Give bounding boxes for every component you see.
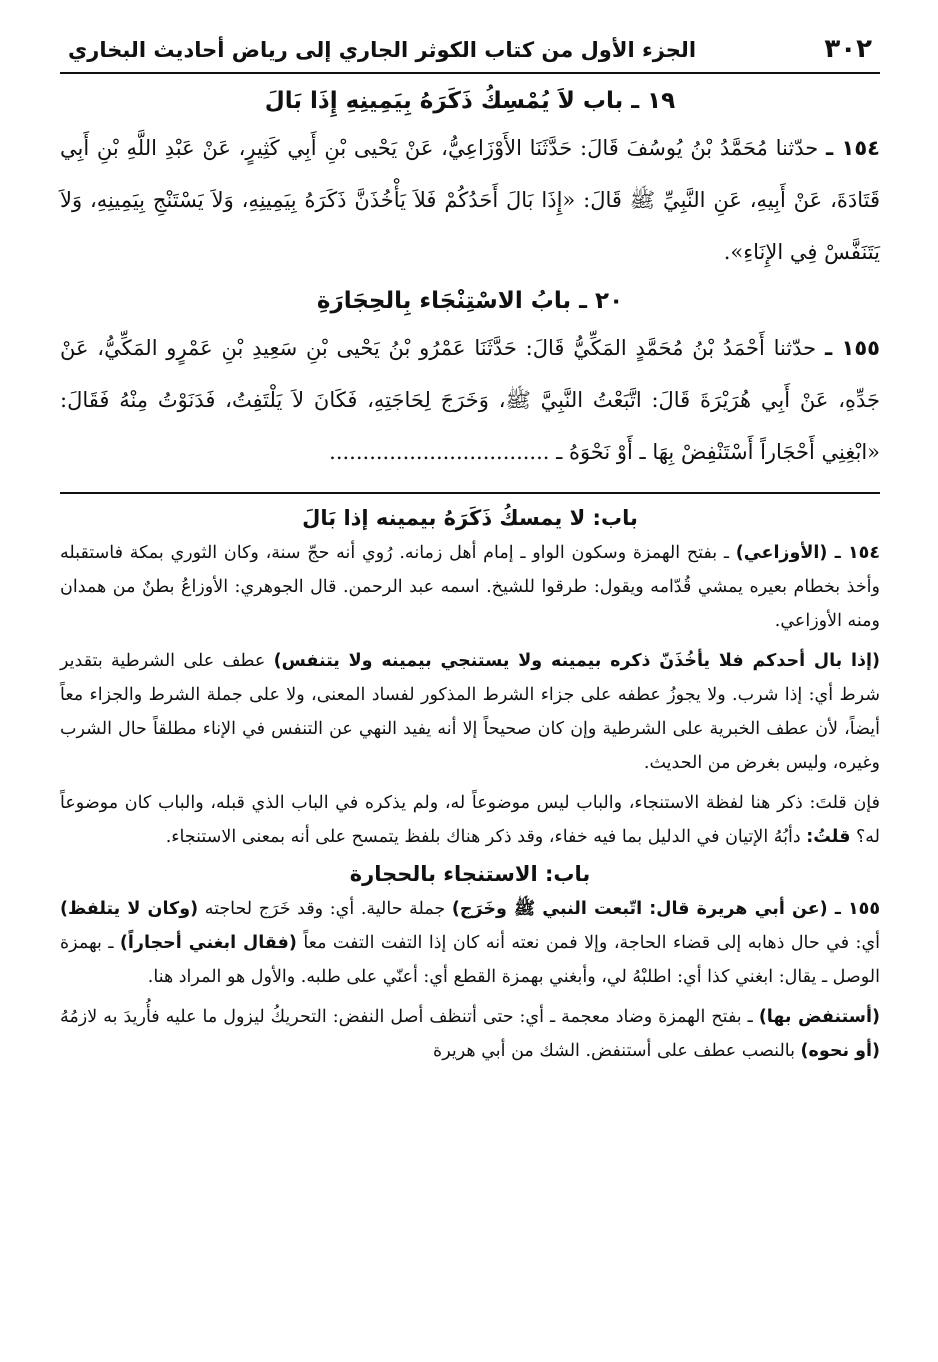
- hadith-154: [60, 122, 880, 278]
- commentary-1-title: باب: لا يمسكُ ذَكَرَهُ بيمينه إذا بَالَ: [302, 506, 638, 530]
- commentary-lemma: ١٥٥ ـ (عن أبي هريرة قال: اتّبعت النبي ﷺ وخَرَج): [451, 899, 880, 919]
- commentary-text: ـ بفتح الهمزة وضاد معجمة ـ أي: حتى أتنظف أصل النفض: التحريكُ ليزول ما عليه فأُريدَ به لازمُهُ: [60, 1007, 759, 1027]
- commentary-text: بالنصب عطف على أستنفض. الشك من أبي هريرة: [433, 1041, 801, 1061]
- hadith-154-text: حدّثنا مُحَمَّدُ بْنُ يُوسُفَ قَالَ: حَدَّثَنَا الأَوْزَاعِيُّ، عَنْ يَحْيى بْنِ أَبِي كَثِيرٍ، عَنْ عَبْدِ اللَّهِ بْنِ أَبِي قَتَادَةَ، عَنْ أَبِيهِ، عَنِ النَّبِيِّ ﷺ قَالَ: «إِذَا بَالَ أَحَدُكُمْ فَلاَ يَأْخُذَنَّ ذَكَرَهُ بِيَمِينِهِ، وَلاَ يَسْتَنْجِ بِيَمِينِهِ، وَلاَ يَتَنَفَّسْ فِي الإِنَاءِ».: [60, 136, 880, 264]
- page-number: ٣٠٢: [824, 34, 872, 64]
- running-title: الجزء الأول من كتاب الكوثر الجاري إلى رياض أحاديث البخاري: [68, 38, 697, 62]
- commentary-paragraph: [60, 536, 880, 638]
- commentary-text: ـ بهمزة الوصل ـ يقال: ابغني كذا أي: اطلبْهُ لي، وأبغني بهمزة القطع أي: أعنّي على طلبه. والأول هو المراد هنا.: [60, 933, 880, 987]
- commentary-2-title: باب: الاستنجاء بالحجارة: [349, 862, 591, 886]
- hadith-155-number: ١٥٥ ـ: [824, 336, 880, 360]
- commentary-paragraph: [60, 1000, 880, 1068]
- commentary-paragraph: [60, 786, 880, 854]
- commentary-lemma: ١٥٤ ـ (الأوزاعي): [735, 543, 880, 563]
- matn-section: [60, 88, 880, 478]
- commentary-lemma: (إذا بال أحدكم فلا يأخُذَنّ ذكره بيمينه ولا يستنجي بيمينه ولا يتنفس): [273, 651, 880, 671]
- commentary-text: جملة حالية. أي: وقد خَرَج لحاجته: [198, 899, 452, 919]
- commentary-text: عطف على الشرطية بتقدير شرط أي: إذا شرب. ولا يجوزُ عطفه على جزاء الشرط المذكور لفساد المعنى، ولا على جملة الشرط والجزاء معاً أيضاً، لأن عطف الخبرية على الشرطية وإن كان صحيحاً إلا أنه يفيد النهي عن التنفس في الإناء مطلقاً حال الشرب وغيره، وليس بغرض من الحديث.: [60, 651, 880, 773]
- hadith-155-text: حدّثنا أَحْمَدُ بْنُ مُحَمَّدٍ المَكِّيُّ قَالَ: حَدَّثَنَا عَمْرُو بْنُ يَحْيى بْنِ سَعِيدِ بْنِ عَمْرٍو المَكِّيُّ، عَنْ جَدِّهِ، عَنْ أَبِي هُرَيْرَةَ قَالَ: اتَّبَعْتُ النَّبِيَّ ﷺ، وَخَرَجَ لِحَاجَتِهِ، فَكَانَ لاَ يَلْتَفِتُ، فَدَنَوْتُ مِنْهُ فَقَالَ: «ابْغِنِي أَحْجَاراً أَسْتَنْفِضْ بِهَا ـ أَوْ نَحْوَهُ ـ .................................: [60, 336, 880, 464]
- commentary-lemma: قلتُ:: [806, 827, 851, 847]
- page-header: [60, 30, 880, 74]
- commentary-text: أي: في حال ذهابه إلى قضاء الحاجة، وإلا فمن نعته أنه كان إذا التفت التفت معاً: [296, 933, 881, 953]
- chapter-20-title: ٢٠ ـ بابُ الاسْتِنْجَاء بِالحِجَارَةِ: [316, 288, 624, 314]
- hadith-155: [60, 322, 880, 478]
- commentary-paragraph: [60, 644, 880, 780]
- commentary-lemma: (أو نحوه): [800, 1041, 880, 1061]
- commentary-lemma: (فقال ابغني أحجاراً): [119, 933, 297, 953]
- commentary-paragraph: [60, 892, 880, 994]
- commentary-lemma: (وكان لا يتلفظ): [60, 899, 199, 919]
- commentary-lemma: (أستنفض بها): [758, 1007, 880, 1027]
- commentary-text: دأبُهُ الإتيان في الدليل بما فيه خفاء، وقد ذكر هناك بلفظ يتمسح على أنه بمعنى الاستنجاء.: [165, 827, 807, 847]
- chapter-19-title: ١٩ ـ باب لاَ يُمْسِكُ ذَكَرَهُ بِيَمِينِهِ إِذَا بَالَ: [264, 88, 676, 114]
- commentary-text: ـ بفتح الهمزة وسكون الواو ـ إمام أهل زمانه. رُوي أنه حجّ سنة، وكان الثوري بمكة فاستقبله وأخذ بخطام بعيره يمشي قُدّامه ويقول: طرقوا للشيخ. اسمه عبد الرحمن. قال الجوهري: الأوزاعُ بطنٌ من همدان ومنه الأوزاعي.: [60, 543, 880, 631]
- commentary-text: فإن قلتَ: ذكر هنا لفظة الاستنجاء، والباب ليس موضوعاً له، ولم يذكره في الباب الذي قبله، والباب كان موضوعاً له؟: [60, 793, 880, 847]
- section-divider: [60, 492, 880, 494]
- commentary-section: [60, 506, 880, 1068]
- hadith-154-number: ١٥٤ ـ: [825, 136, 880, 160]
